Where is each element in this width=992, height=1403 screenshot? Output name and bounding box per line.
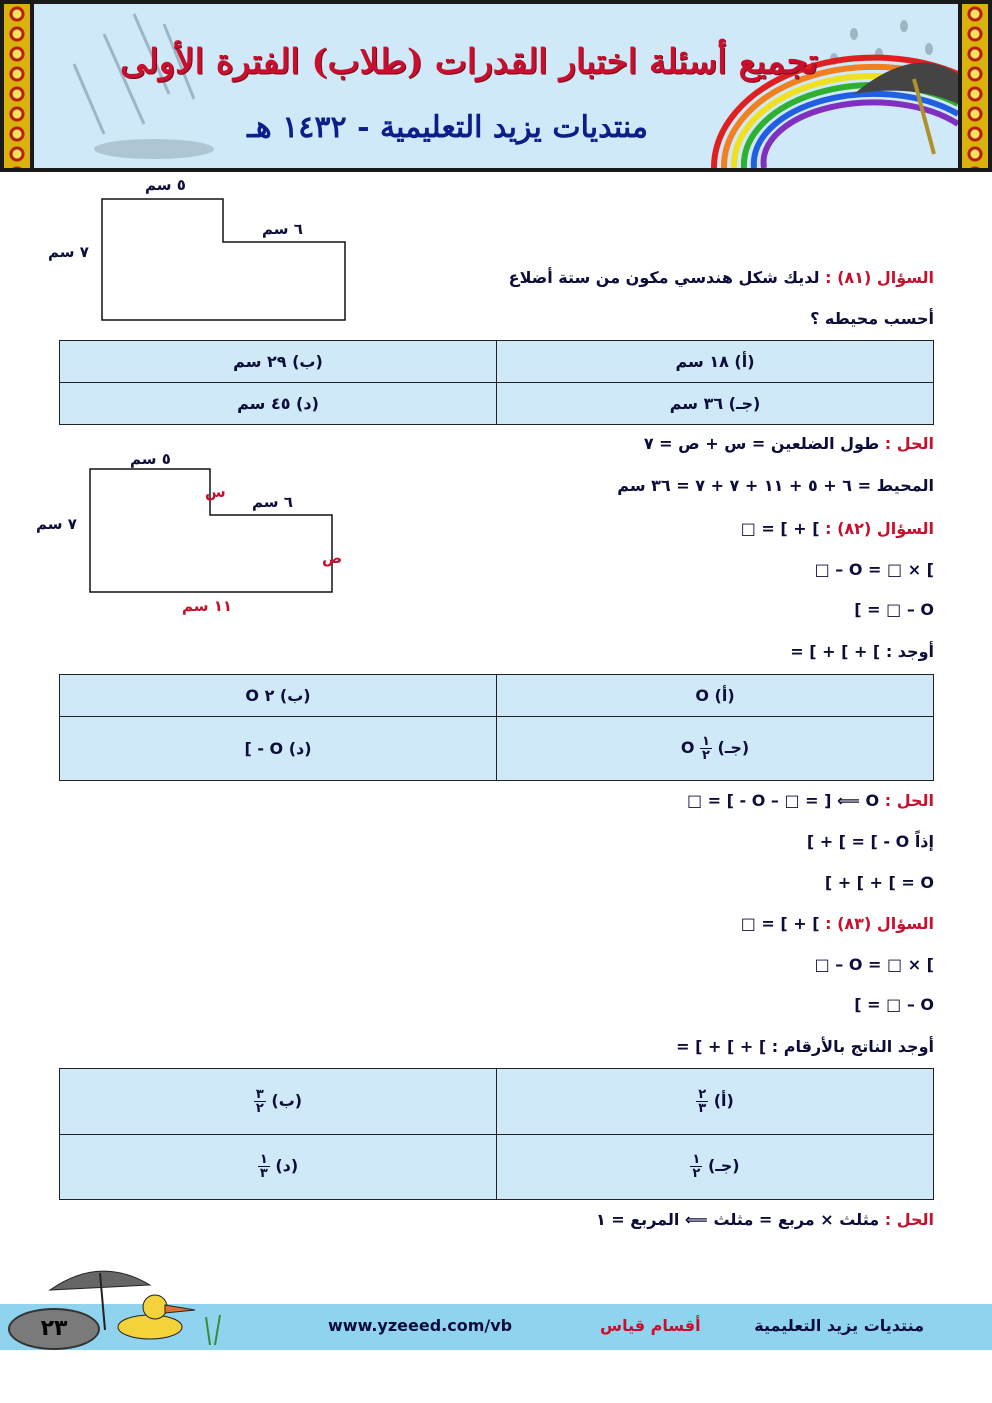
q82-solution-line1: الحل : O – □ = ] ⟸ O - ] = □	[686, 791, 934, 810]
q83-solution: الحل : مثلث × مربع = مثلث ⟸ المربع = ١	[595, 1210, 934, 1229]
q81-sol-bottom-label: ١١ سم	[182, 597, 233, 615]
page-header	[0, 0, 992, 172]
q81-shape-left-label: ٧ سم	[48, 243, 89, 261]
q83-options-table	[59, 1068, 934, 1200]
q82-question: السؤال (٨٢) : ] + ] = □	[740, 519, 934, 538]
q81-prompt: أحسب محيطه ؟	[810, 309, 934, 328]
footer-url[interactable]: www.yzeeed.com/vb	[328, 1316, 513, 1335]
q83-option-c[interactable]: (جـ) $\frac{١}{٢}$	[497, 1134, 934, 1200]
q81-solution-label: الحل :	[884, 434, 934, 453]
q81-options-table	[59, 340, 934, 425]
q81-option-c[interactable]: (جـ) ٣٦ سم	[497, 383, 934, 425]
q81-text: لديك شكل هندسي مكون من ستة أضلاع	[508, 268, 820, 287]
q81-shape-top-label: ٥ سم	[145, 176, 186, 194]
page-number: ٢٣	[8, 1308, 100, 1350]
q82-line3: O – □ = ]	[854, 600, 934, 619]
q81-solution-line1: الحل : طول الضلعين = س + ص = ٧	[643, 434, 934, 453]
right-border-chain	[962, 4, 988, 168]
left-border-chain	[4, 4, 30, 168]
q83-label: السؤال (٨٣) :	[825, 914, 934, 933]
q83-line3: O – □ = ]	[854, 995, 934, 1014]
q81-shape	[100, 197, 348, 323]
q82-option-d[interactable]: (د) O - ]	[60, 717, 497, 781]
q81-shape-step-label: ٦ سم	[262, 220, 303, 238]
q83-find: أوجد الناتج بالأرقام : ] + ] + ] =	[676, 1037, 934, 1056]
q82-find: أوجد : ] + ] + ] =	[790, 642, 934, 661]
footer-forum-name: منتديات يزيد التعليمية	[754, 1316, 924, 1335]
q81-solution-line2: المحيط = ٦ + ٥ + ١١ + ٧ + ٧ = ٣٦ سم	[617, 476, 934, 495]
header-title: تجميع أسئلة اختبار القدرات (طلاب) الفترة الأولى	[120, 42, 818, 82]
q81-sol-y-label: ص	[322, 549, 343, 567]
q83-line2: ] × □ = O – □	[814, 955, 934, 974]
q82-option-b[interactable]: (ب) ٢ O	[60, 675, 497, 717]
q81-option-b[interactable]: (ب) ٢٩ سم	[60, 341, 497, 383]
q82-label: السؤال (٨٢) :	[825, 519, 934, 538]
q82-solution-line3: O = ] + ] + ]	[824, 873, 934, 892]
q83-option-b[interactable]: (ب) $\frac{٣}{٢}$	[60, 1069, 497, 1135]
q81-option-a[interactable]: (أ) ١٨ سم	[497, 341, 934, 383]
q83-option-d[interactable]: (د) $\frac{١}{٣}$	[60, 1134, 497, 1200]
q82-option-a[interactable]: (أ) O	[497, 675, 934, 717]
q82-option-c[interactable]: (جـ) $\frac{١}{٢}$ O	[497, 717, 934, 781]
q82-options-table	[59, 674, 934, 781]
q81-question	[509, 268, 934, 287]
q81-perimeter-label: المحيط	[876, 476, 934, 495]
q81-option-d[interactable]: (د) ٤٥ سم	[60, 383, 497, 425]
q81-sol-step-label: ٦ سم	[252, 493, 293, 511]
q83-question: السؤال (٨٣) : ] + ] = □	[740, 914, 934, 933]
footer-section: أقسام قياس	[600, 1316, 701, 1335]
q82-solution-line2: إذاً O - ] = ] + ]	[806, 832, 934, 851]
fraction: $\frac{١}{٢}$	[702, 734, 710, 763]
header-panel	[34, 4, 958, 168]
q81-sol-left-label: ٧ سم	[36, 515, 77, 533]
q81-sol-top-label: ٥ سم	[130, 450, 171, 468]
q81-label: السؤال (٨١) :	[825, 268, 934, 287]
q82-line2: ] × □ = O – □	[814, 560, 934, 579]
header-subtitle: منتديات يزيد التعليمية - ١٤٣٢ هـ	[247, 110, 648, 145]
q81-sol-x-label: س	[205, 483, 226, 501]
q83-option-a[interactable]: (أ) $\frac{٢}{٣}$	[497, 1069, 934, 1135]
